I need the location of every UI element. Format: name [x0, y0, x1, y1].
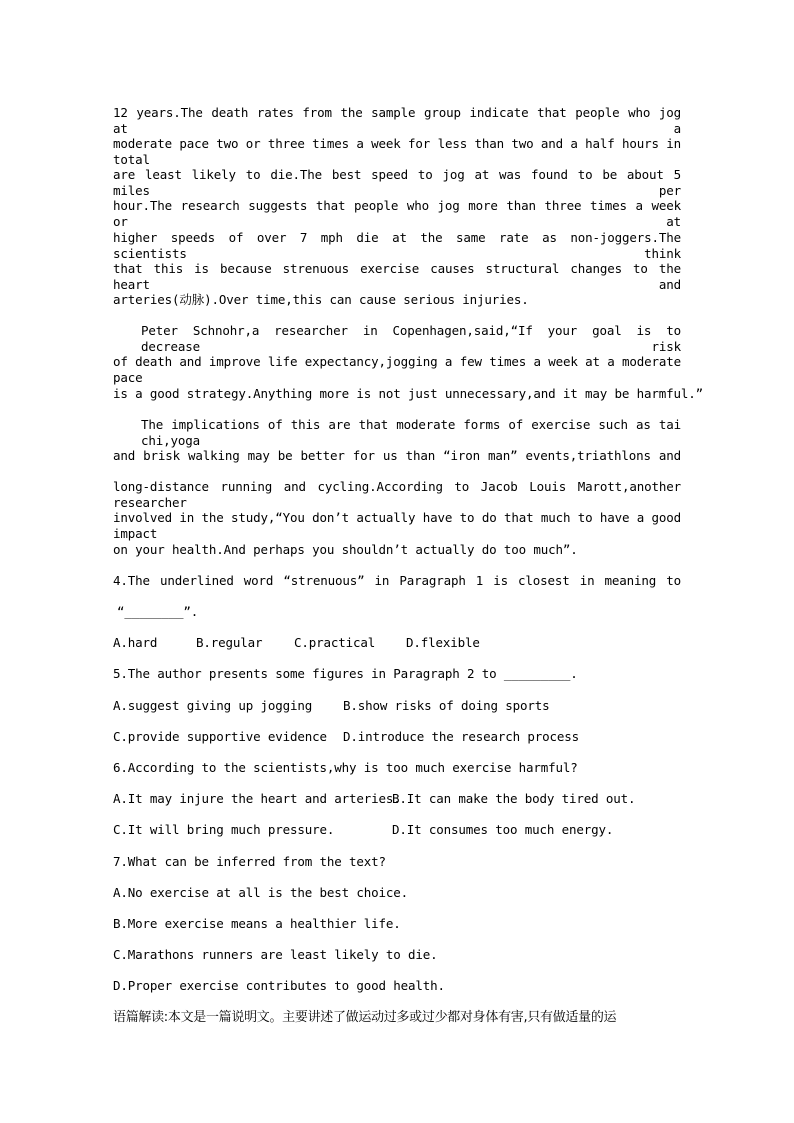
passage-line: involved in the study,“You don’t actually have to do that much to have a good impact: [113, 510, 681, 541]
question-7-option-b: B.More exercise means a healthier life.: [113, 916, 401, 931]
passage-line: is a good strategy.Anything more is not just unnecessary,and it may be harmful.”: [113, 386, 704, 401]
question-4-stem: 4.The underlined word “strenuous” in Paragraph 1 is closest in meaning to: [113, 573, 681, 588]
question-7-option-d: D.Proper exercise contributes to good health.: [113, 978, 445, 993]
passage-line: that this is because strenuous exercise causes structural changes to the heart and: [113, 261, 681, 292]
passage-line: The implications of this are that moderate forms of exercise such as tai chi,yoga: [141, 417, 681, 448]
question-4-option-d: D.flexible: [406, 635, 480, 650]
question-4-option-b: B.regular: [196, 635, 263, 650]
passage-line: arteries(动脉).Over time,this can cause serious injuries.: [113, 292, 529, 307]
question-6-stem: 6.According to the scientists,why is too much exercise harmful?: [113, 760, 578, 775]
question-6-option-c: C.It will bring much pressure.: [113, 822, 335, 837]
passage-line: 12 years.The death rates from the sample group indicate that people who jog at a: [113, 105, 681, 136]
passage-line: are least likely to die.The best speed to jog at was found to be about 5 miles per: [113, 167, 681, 198]
passage-line: on your health.And perhaps you shouldn’t actually do too much”.: [113, 542, 578, 557]
passage-line: moderate pace two or three times a week for less than two and a half hours in total: [113, 136, 681, 167]
passage-line: Peter Schnohr,a researcher in Copenhagen,said,“If your goal is to decrease risk: [141, 323, 681, 354]
passage-line: higher speeds of over 7 mph die at the same rate as non-joggers.The scientists think: [113, 230, 681, 261]
passage-line: of death and improve life expectancy,jogging a few times a week at a moderate pace: [113, 354, 681, 385]
question-5-stem: 5.The author presents some figures in Paragraph 2 to _________.: [113, 666, 578, 681]
passage-line: long-distance running and cycling.According to Jacob Louis Marott,another researcher: [113, 479, 681, 510]
passage-analysis: 语篇解读:本文是一篇说明文。主要讲述了做运动过多或过少都对身体有害,只有做适量的运: [113, 1010, 617, 1025]
passage-line: hour.The research suggests that people who jog more than three times a week or at: [113, 198, 681, 229]
question-4-option-c: C.practical: [294, 635, 376, 650]
question-4-option-a: A.hard: [113, 635, 158, 650]
question-5-option-d: D.introduce the research process: [343, 729, 580, 744]
passage-line: and brisk walking may be better for us than “iron man” events,triathlons and: [113, 448, 681, 463]
question-5-option-a: A.suggest giving up jogging: [113, 698, 313, 713]
question-4-blank: “________”.: [117, 604, 199, 619]
question-7-stem: 7.What can be inferred from the text?: [113, 854, 386, 869]
question-7-option-c: C.Marathons runners are least likely to die.: [113, 947, 438, 962]
question-6-option-d: D.It consumes too much energy.: [392, 822, 614, 837]
question-5-option-b: B.show risks of doing sports: [343, 698, 550, 713]
question-5-option-c: C.provide supportive evidence: [113, 729, 327, 744]
question-7-option-a: A.No exercise at all is the best choice.: [113, 885, 409, 900]
question-6-option-a: A.It may injure the heart and arteries.: [113, 791, 401, 806]
question-6-option-b: B.It can make the body tired out.: [392, 791, 636, 806]
